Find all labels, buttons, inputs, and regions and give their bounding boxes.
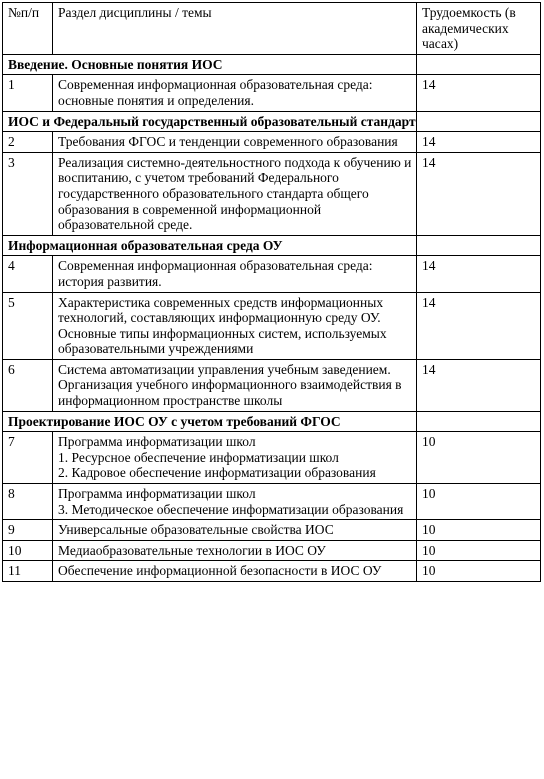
row-hours: 14	[417, 152, 541, 235]
row-hours: 14	[417, 359, 541, 411]
section-title: Информационная образовательная среда ОУ	[3, 235, 417, 256]
topic-line: Медиаобразовательные технологии в ИОС ОУ	[58, 542, 326, 558]
row-topic	[53, 540, 417, 561]
row-num: 6	[3, 359, 53, 411]
row-num: 10	[3, 540, 53, 561]
row-num: 11	[3, 561, 53, 582]
row-topic	[53, 292, 417, 359]
row-hours: 10	[417, 432, 541, 484]
section-hours-cell	[417, 235, 541, 256]
row-num: 8	[3, 484, 53, 520]
row-hours: 10	[417, 484, 541, 520]
row-num: 1	[3, 75, 53, 111]
row-hours: 10	[417, 520, 541, 541]
row-num: 5	[3, 292, 53, 359]
header-num: №п/п	[3, 3, 53, 55]
row-hours: 14	[417, 292, 541, 359]
section-hours-cell	[417, 54, 541, 75]
table-row	[3, 561, 541, 582]
topic-line: 3. Методическое обеспечение информатизации образования	[58, 501, 404, 517]
table-header-row	[3, 3, 541, 55]
topic-line: Обеспечение информационной безопасности в ИОС ОУ	[58, 563, 382, 579]
row-num: 9	[3, 520, 53, 541]
row-num: 4	[3, 256, 53, 292]
row-num: 7	[3, 432, 53, 484]
topic-line: Современная информационная образовательная среда: история развития.	[58, 258, 373, 289]
table-row	[3, 256, 541, 292]
table-body	[3, 54, 541, 581]
row-num: 2	[3, 132, 53, 153]
section-hours-cell	[417, 411, 541, 432]
table-row	[3, 540, 541, 561]
topic-line: Универсальные образовательные свойства ИОС	[58, 522, 334, 538]
row-hours: 14	[417, 256, 541, 292]
header-hours	[417, 3, 541, 55]
row-topic	[53, 256, 417, 292]
row-hours: 14	[417, 75, 541, 111]
topic-line: Система автоматизации управления учебным заведением. Организация учебного информационного взаимодействия в информационном пространстве школы	[58, 361, 402, 409]
curriculum-table	[2, 2, 541, 582]
table-row	[3, 520, 541, 541]
row-num: 3	[3, 152, 53, 235]
row-topic	[53, 432, 417, 484]
topic-line: Программа информатизации школ	[58, 434, 256, 450]
row-topic	[53, 520, 417, 541]
row-topic	[53, 152, 417, 235]
header-topic: Раздел дисциплины / темы	[53, 3, 417, 55]
section-title: Введение. Основные понятия ИОС	[3, 54, 417, 75]
row-topic	[53, 484, 417, 520]
section-title: ИОС и Федеральный государственный образовательный стандарт	[3, 111, 417, 132]
topic-line: Характеристика современных средств информационных технологий, составляющих информационную среду ОУ. Основные типы информационных систем, используемых образовательными учреждениями	[58, 294, 387, 357]
topic-line: 1. Ресурсное обеспечение информатизации школ	[58, 449, 339, 465]
table-row	[3, 132, 541, 153]
table-row	[3, 432, 541, 484]
topic-line: 2. Кадровое обеспечение информатизации образования	[58, 465, 376, 481]
row-topic	[53, 132, 417, 153]
section-row	[3, 54, 541, 75]
section-title: Проектирование ИОС ОУ с учетом требований ФГОС	[3, 411, 417, 432]
table-row	[3, 359, 541, 411]
topic-line: Современная информационная образовательная среда: основные понятия и определения.	[58, 77, 373, 108]
table-row	[3, 152, 541, 235]
row-topic	[53, 75, 417, 111]
row-hours: 10	[417, 540, 541, 561]
header-hours-label: Трудоемкость (в академических часах)	[422, 5, 516, 52]
topic-line: Требования ФГОС и тенденции современного образования	[58, 134, 398, 150]
topic-line: Программа информатизации школ	[58, 486, 256, 502]
section-row	[3, 111, 541, 132]
row-hours: 10	[417, 561, 541, 582]
section-hours-cell	[417, 111, 541, 132]
table-row	[3, 292, 541, 359]
row-topic	[53, 359, 417, 411]
row-topic	[53, 561, 417, 582]
table-row	[3, 75, 541, 111]
section-row	[3, 235, 541, 256]
section-row	[3, 411, 541, 432]
topic-line: Реализация системно-деятельностного подхода к обучению и воспитанию, с учетом требований Федерального государственного образовательного стандарта общего образования в современной информационной образовательной среде.	[58, 154, 412, 233]
table-row	[3, 484, 541, 520]
row-hours: 14	[417, 132, 541, 153]
